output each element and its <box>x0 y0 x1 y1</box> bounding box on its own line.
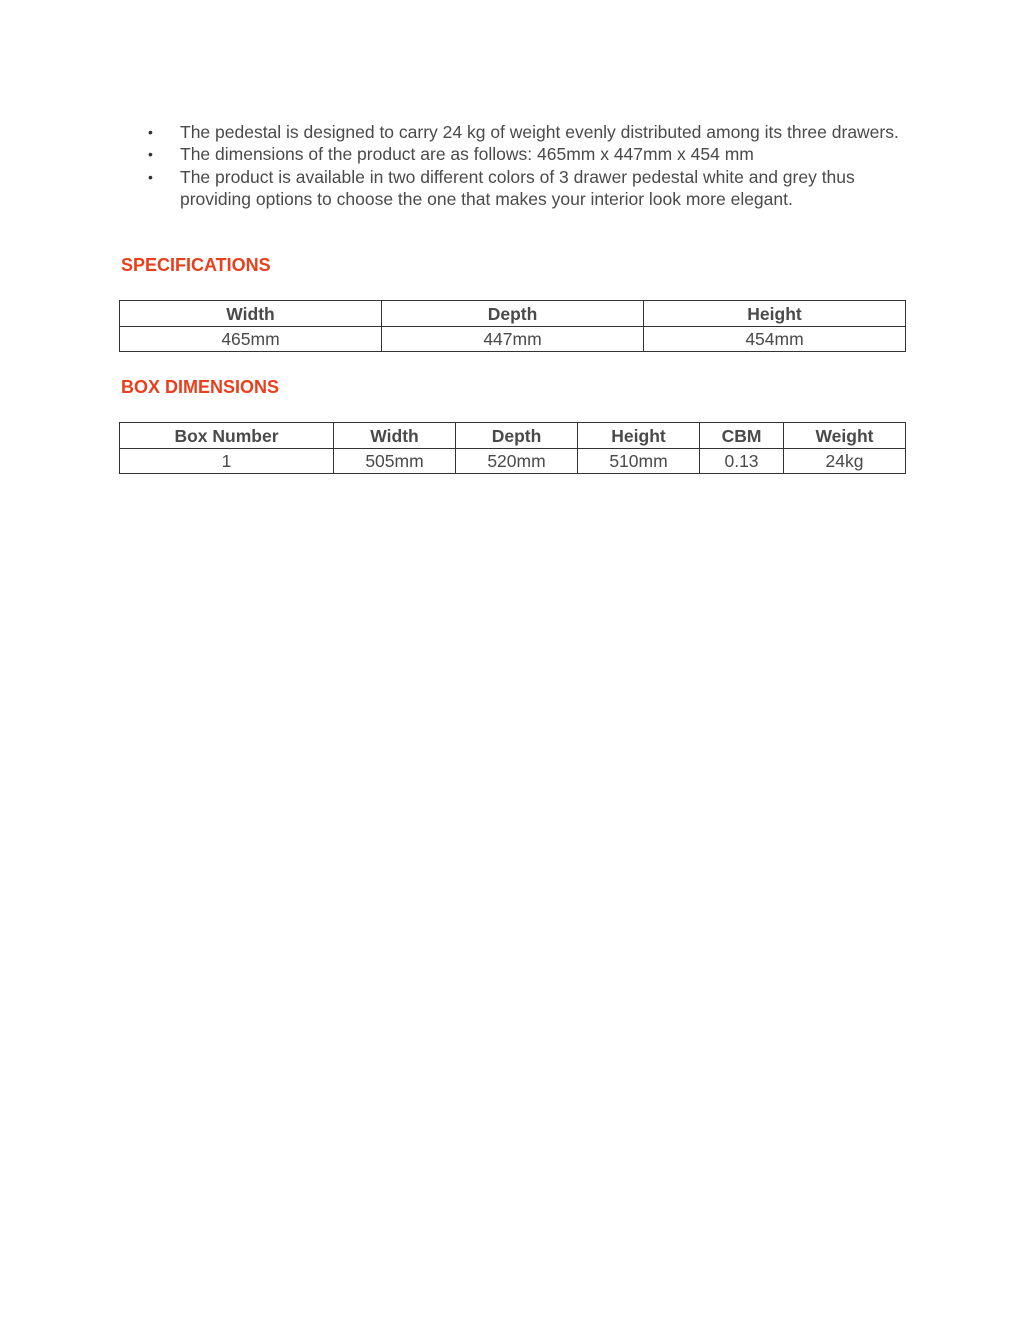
bullet-text: The product is available in two different colors of 3 drawer pedestal white and grey thus providing options to choose the one that makes your interior look more elegant. <box>180 166 855 209</box>
bullet-icon: • <box>148 146 153 163</box>
table-row <box>120 449 906 474</box>
column-header: Height <box>578 423 700 449</box>
column-header: Width <box>334 423 456 449</box>
column-header: Weight <box>784 423 906 449</box>
bullet-text: The dimensions of the product are as follows: 465mm x 447mm x 454 mm <box>180 144 754 165</box>
table-cell: 465mm <box>120 327 382 352</box>
column-header: CBM <box>700 423 784 449</box>
table-cell: 454mm <box>644 327 906 352</box>
table-cell: 447mm <box>382 327 644 352</box>
column-header: Depth <box>456 423 578 449</box>
table-cell: 24kg <box>784 449 906 474</box>
list-item <box>146 143 916 165</box>
list-item <box>146 121 916 143</box>
table-cell: 510mm <box>578 449 700 474</box>
specifications-heading: SPECIFICATIONS <box>121 255 271 275</box>
table-cell: 520mm <box>456 449 578 474</box>
column-header: Depth <box>382 301 644 327</box>
bullet-icon: • <box>148 168 153 185</box>
table-cell: 1 <box>120 449 334 474</box>
column-header: Width <box>120 301 382 327</box>
feature-list <box>146 121 916 210</box>
table-cell: 0.13 <box>700 449 784 474</box>
bullet-text: The pedestal is designed to carry 24 kg of weight evenly distributed among its three drawers. <box>180 122 899 142</box>
table-cell: 505mm <box>334 449 456 474</box>
bullet-icon: • <box>148 124 153 140</box>
table-row <box>120 327 906 352</box>
box-dimensions-table <box>119 422 906 474</box>
table-header-row <box>120 301 906 327</box>
column-header: Box Number <box>120 423 334 449</box>
specifications-table <box>119 300 906 352</box>
list-item <box>146 166 916 211</box>
column-header: Height <box>644 301 906 327</box>
table-header-row <box>120 423 906 449</box>
box-dimensions-heading: BOX DIMENSIONS <box>121 377 280 397</box>
